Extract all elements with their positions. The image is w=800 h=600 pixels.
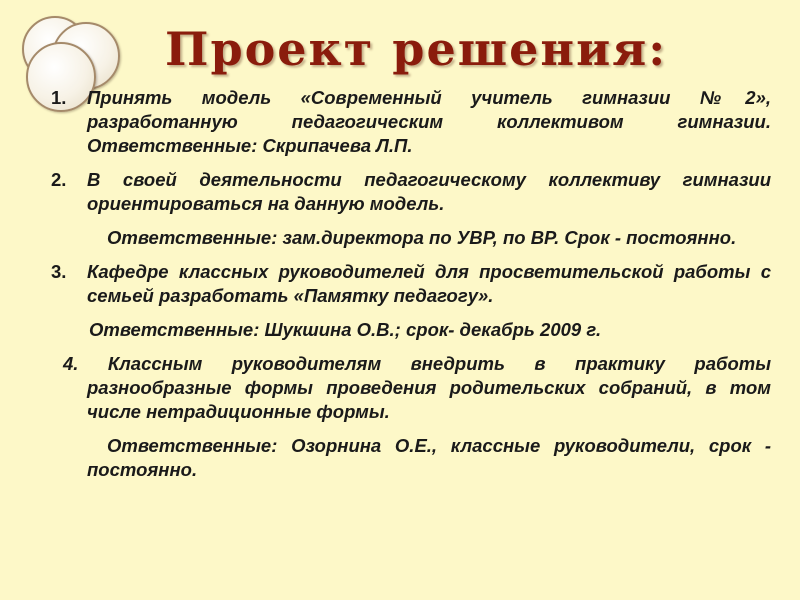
item-text: Кафедре классных руководителей для просветительской работы с семьей разработать «Памятку педагогу». (87, 261, 771, 306)
list-item (45, 86, 771, 158)
item-number: 4. (63, 353, 79, 374)
item-number: 1. (51, 87, 67, 108)
responsible-text: Ответственные: Шукшина О.В.; срок- декабрь 2009 г. (89, 319, 602, 340)
responsible-line (45, 434, 771, 482)
responsible-text: Ответственные: зам.директора по УВР, по ВР. Срок - постоянно. (107, 227, 737, 248)
item-text: Принять модель «Современный учитель гимназии №2», разработанную педагогическим коллективом гимназии. Ответственные: Скрипачева Л.П. (87, 87, 771, 156)
item-text: Классным руководителям внедрить в практику работы разнообразные формы проведения родительских собраний, в том числе нетрадиционные формы. (87, 353, 771, 422)
responsible-line (45, 226, 771, 250)
item-text: В своей деятельности педагогическому коллективу гимназии ориентироваться на данную модель. (87, 169, 771, 214)
list-item (45, 260, 771, 308)
list-item (45, 352, 771, 424)
responsible-text: Ответственные: Озорнина О.Е., классные руководители, срок - постоянно. (87, 435, 771, 480)
slide-title: Проект решения: (165, 22, 668, 76)
responsible-line (45, 318, 771, 342)
item-number: 3. (51, 261, 67, 282)
item-number: 2. (51, 169, 67, 190)
decision-list (45, 86, 771, 492)
list-item (45, 168, 771, 216)
